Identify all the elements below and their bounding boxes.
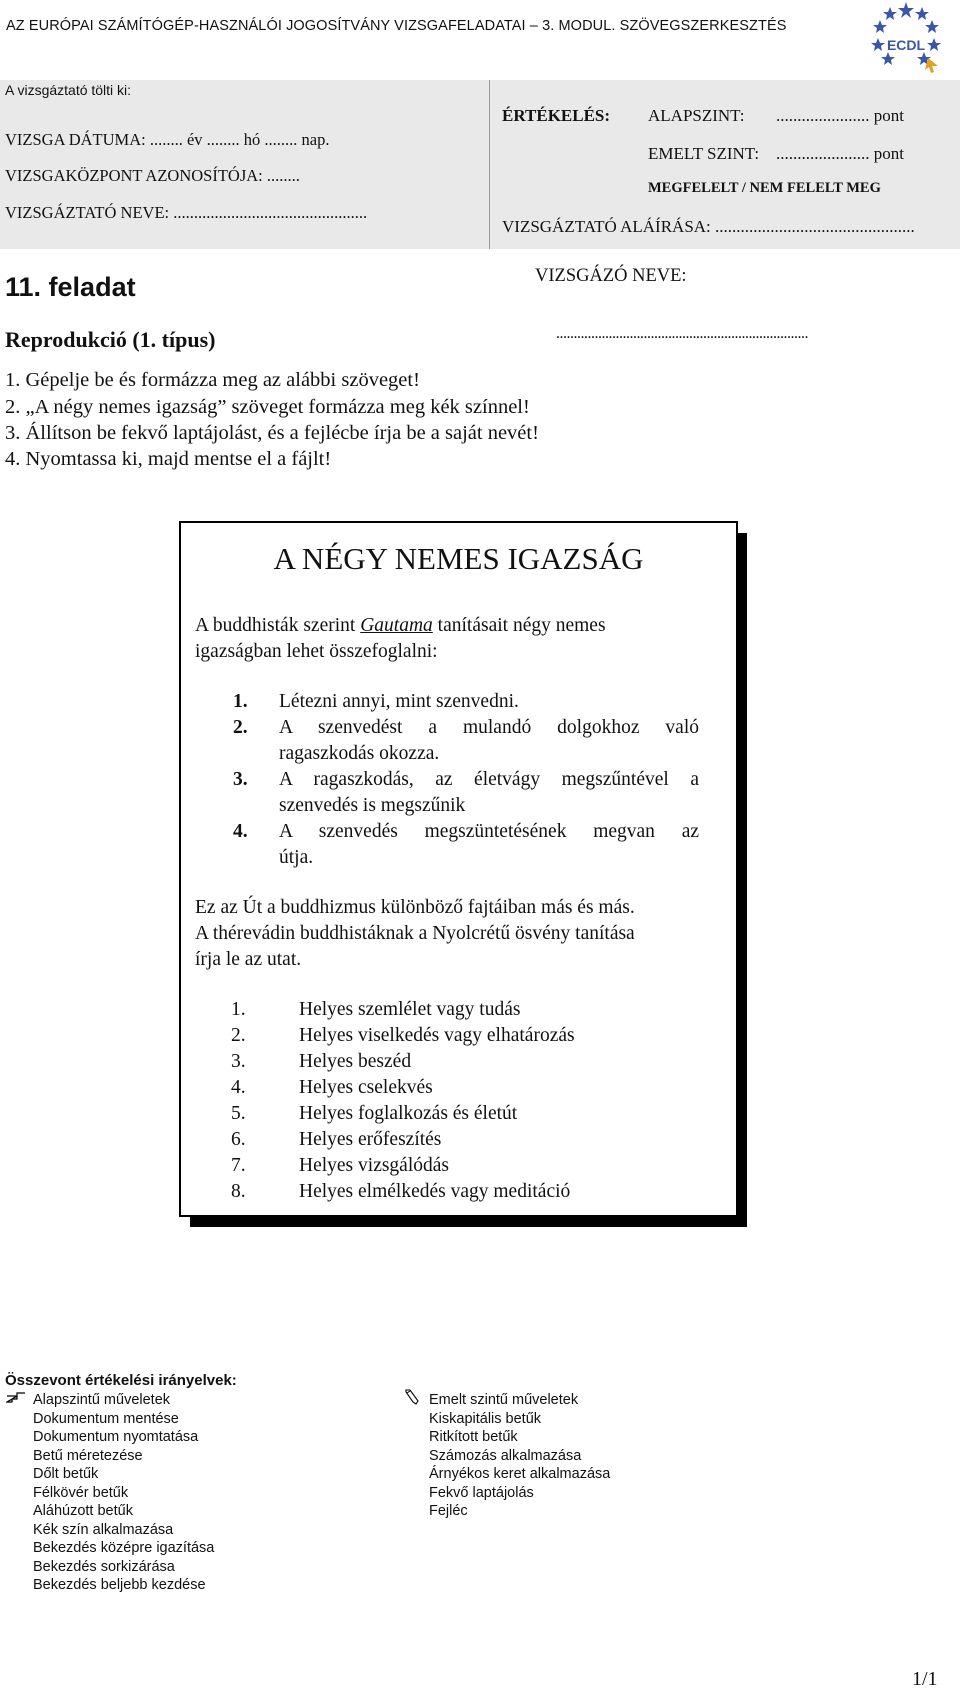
content-title: A NÉGY NEMES IGAZSÁG [273, 541, 644, 576]
checklist-item: Ritkított betűk [429, 1429, 518, 1445]
truth-number: 3. [233, 769, 248, 790]
path-number: 7. [231, 1155, 246, 1176]
basic-level-label: ALAPSZINT: [648, 106, 745, 125]
path-number: 4. [231, 1077, 246, 1098]
checklist-item: Bekezdés középre igazítása [33, 1540, 215, 1556]
checklist-item: Félkövér betűk [33, 1484, 129, 1501]
instruction-2: 2. „A négy nemes igazság” szöveget formázza meg kék színnel! [5, 396, 530, 418]
path-item: Helyes foglalkozás és életút [299, 1103, 518, 1124]
exam-date-field: VIZSGA DÁTUMA: ........ év ........ hó ........ nap. [5, 130, 330, 149]
checklist-heading: Összevont értékelési irányelvek: [5, 1372, 237, 1389]
basic-checklist [33, 1391, 214, 1595]
checklist-item: Számozás alkalmazása [429, 1447, 582, 1464]
path-item: Helyes elmélkedés vagy meditáció [299, 1181, 571, 1202]
truth-text: A szenvedés megszüntetésének megvan az [279, 821, 699, 842]
advanced-level-label: EMELT SZINT: [648, 144, 760, 163]
truth-number: 2. [233, 717, 248, 738]
pen-icon [404, 1389, 420, 1410]
task-type: Reprodukció (1. típus) [5, 327, 216, 352]
truth-text: útja. [279, 847, 314, 868]
pass-fail-label: MEGFELELT / NEM FELELT MEG [648, 180, 881, 196]
candidate-name-line: ........................................................................ [556, 325, 808, 342]
truth-number: 1. [233, 691, 248, 712]
checklist-item: Fekvő laptájolás [429, 1484, 534, 1501]
intro-text-before: A buddhisták szerint [195, 615, 361, 636]
checklist-item: Dokumentum nyomtatása [33, 1429, 199, 1445]
examiner-signature-field: VIZSGÁZTATÓ ALÁÍRÁSA: ............................................... [502, 217, 915, 236]
path-number: 5. [231, 1103, 246, 1124]
intro-line-2: igazságban lehet összefoglalni: [195, 641, 438, 662]
path-item: Helyes viselkedés vagy elhatározás [299, 1025, 575, 1046]
document-header-title: AZ EURÓPAI SZÁMÍTÓGÉP-HASZNÁLÓI JOGOSÍTVÁNY VIZSGAFELADATAI – 3. MODUL. SZÖVEGSZERKESZTÉS [6, 18, 787, 34]
exam-center-id-field: VIZSGAKÖZPONT AZONOSÍTÓJA: ........ [5, 166, 300, 185]
truth-number: 4. [233, 821, 248, 842]
ecdl-logo [868, 0, 944, 76]
path-number: 2. [231, 1025, 246, 1046]
intro-line-1 [195, 613, 606, 639]
candidate-name-label: VIZSGÁZÓ NEVE: [535, 266, 687, 286]
checklist-item: Alapszintű műveletek [33, 1392, 171, 1408]
intro-text-after: tanításait négy nemes [432, 615, 606, 636]
truth-text: szenvedés is megszűnik [279, 795, 466, 816]
logo-text: ECDL [886, 37, 926, 53]
page-number: 1/1 [912, 1668, 938, 1690]
checklist-item: Kék szín alkalmazása [33, 1521, 174, 1538]
checklist-item: Kiskapitális betűk [429, 1410, 542, 1427]
truth-text: Létezni annyi, mint szenvedni. [279, 691, 519, 712]
paragraph-line: Ez az Út a buddhizmus különböző fajtáiban más és más. [195, 897, 635, 918]
instruction-4: 4. Nyomtassa ki, majd mentse el a fájlt! [5, 448, 332, 470]
checklist-item: Emelt szintű műveletek [429, 1392, 579, 1408]
checklist-item: Bekezdés sorkizárása [33, 1558, 175, 1575]
paragraph-line: írja le az utat. [195, 949, 302, 970]
paragraph-line: A thérevádin buddhistáknak a Nyolcrétű ösvény tanítása [195, 923, 635, 944]
advanced-level-points: ...................... pont [776, 144, 904, 163]
path-number: 3. [231, 1051, 246, 1072]
path-item: Helyes erőfeszítés [299, 1129, 442, 1150]
instruction-1: 1. Gépelje be és formázza meg az alábbi szöveget! [5, 369, 420, 391]
examiner-name-field: VIZSGÁZTATÓ NEVE: ............................................... [5, 203, 368, 222]
checklist-item: Aláhúzott betűk [33, 1503, 133, 1519]
instruction-3: 3. Állítson be fekvő laptájolást, és a fejlécbe írja be a saját nevét! [5, 422, 539, 444]
path-item: Helyes szemlélet vagy tudás [299, 999, 521, 1020]
fill-in-note: A vizsgáztató tölti ki: [5, 82, 132, 98]
truth-text: A ragaszkodás, az életvágy megszűntével a [279, 769, 699, 790]
path-number: 6. [231, 1129, 246, 1150]
checklist-item: Betű méretezése [33, 1447, 143, 1464]
path-item: Helyes vizsgálódás [299, 1155, 450, 1176]
path-number: 8. [231, 1181, 246, 1202]
checklist-item: Dőlt betűk [33, 1466, 99, 1482]
checklist-item: Dokumentum mentése [33, 1410, 179, 1427]
truth-text: ragaszkodás okozza. [279, 743, 440, 764]
truth-text: A szenvedést a mulandó dolgokhoz való [279, 717, 699, 738]
evaluation-label: ÉRTÉKELÉS: [502, 106, 611, 125]
basic-level-points: ...................... pont [776, 106, 904, 125]
content-box [179, 521, 738, 1217]
task-number: 11. feladat [5, 272, 136, 302]
path-item: Helyes beszéd [299, 1051, 412, 1072]
path-item: Helyes cselekvés [299, 1077, 433, 1098]
checklist-item: Fejléc [429, 1503, 468, 1519]
exam-info-divider [489, 80, 490, 249]
gautama-link: Gautama [360, 615, 433, 636]
checklist-item: Bekezdés beljebb kezdése [33, 1577, 206, 1593]
checklist-item: Árnyékos keret alkalmazása [429, 1466, 611, 1482]
pointing-hand-icon [6, 1390, 26, 1409]
advanced-checklist [429, 1391, 610, 1521]
path-number: 1. [231, 999, 246, 1020]
